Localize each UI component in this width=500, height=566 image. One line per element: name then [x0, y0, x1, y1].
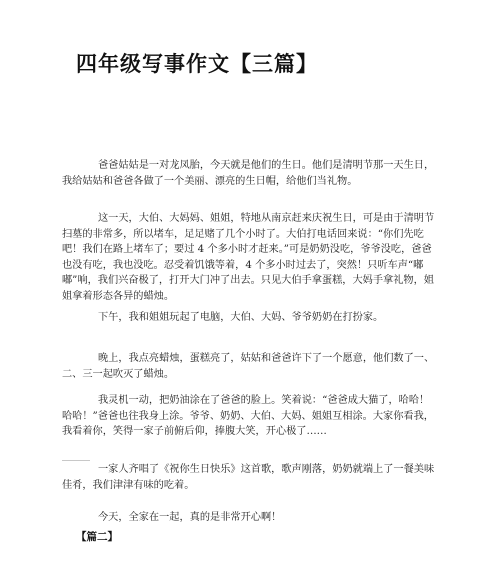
paragraph-1: 爸爸姑姑是一对龙凤胎，今天就是他们的生日。他们是清明节那一天生日，我给姑姑和爸爸各做了一个美丽、漂亮的生日帽，给他们当礼物。: [62, 160, 435, 187]
paragraph-2: 这一天，大伯、大妈妈、姐姐，特地从南京赶来庆祝生日，可是由于清明节扫墓的非常多，所以堵车，足足赌了几个小时了。大伯打电话回来说：“你们先吃吧！我们在路上堵车了；要过 4 个多小时才赶来。”可是奶奶没吃，爷爷没吃，爸爸也没有吃，我也没吃。忍受着饥饿等着，4 个多小时过去了，突然！只听车声“嘟嘟”响，我们兴奋极了，打开大门冲了出去。只见大伯手拿蛋糕，大妈手拿礼物，姐姐拿着形态各异的蜡烛。: [62, 213, 435, 302]
paragraph-3: 下午，我和姐姐玩起了电脑，大伯、大妈、爷爷奶奶在打扮家。: [98, 312, 384, 323]
next-section-label: 【篇二】: [76, 531, 118, 543]
section-divider: [62, 460, 90, 461]
document-title: 四年级写事作文【三篇】: [76, 51, 318, 76]
paragraph-7: 今天，全家在一起，真的是非常开心啊！: [98, 512, 282, 523]
paragraph-5: 我灵机一动，把奶油涂在了爸爸的脸上。笑着说：“爸爸成大猫了，哈哈！哈哈！”爸爸也往我身上涂。爷爷、奶奶、大伯、大妈、姐姐互相涂。大家你看我，我看着你，笑得一家子前俯后仰，捧腹大笑，开心极了……: [62, 395, 434, 437]
paragraph-4: 晚上，我点亮蜡烛，蛋糕亮了，姑姑和爸爸许下了一个愿意，他们数了一、二、三一起吹灭了蜡烛。: [62, 353, 435, 380]
paragraph-6: 一家人齐唱了《祝你生日快乐》这首歌，歌声刚落，奶奶就端上了一餐美味佳肴，我们津津有味的吃着。: [62, 464, 435, 491]
